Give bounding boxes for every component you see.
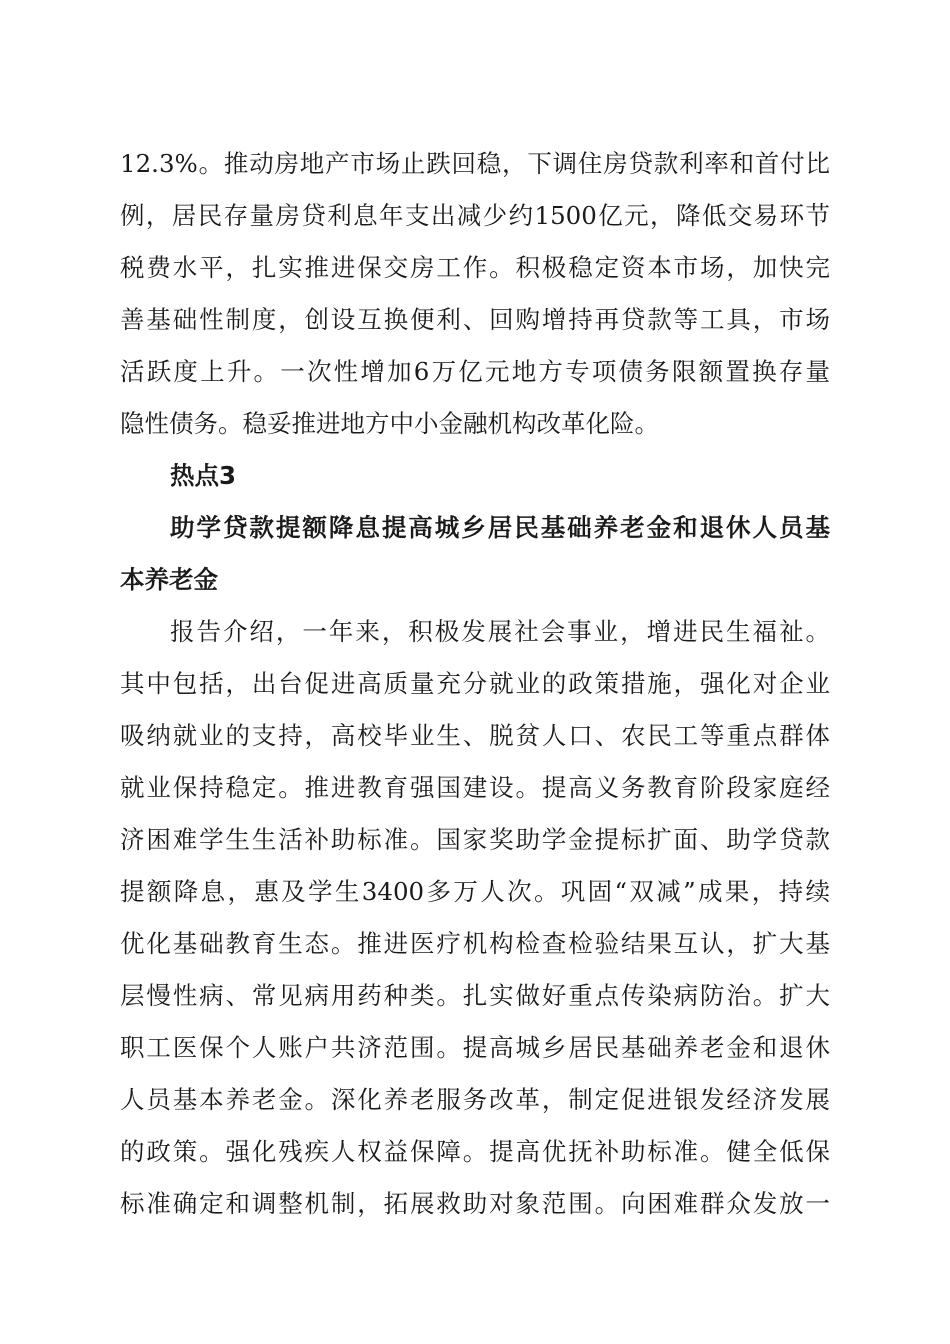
section-heading-line-1: 助学贷款提额降息提高城乡居民基础养老金和退休人员基 bbox=[170, 513, 830, 542]
paragraph-2-line-6: 提额降息，惠及学生3400多万人次。巩固“双减”成果，持续 bbox=[120, 877, 830, 906]
paragraph-2-line-7: 优化基础教育生态。推进医疗机构检查检验结果互认，扩大基 bbox=[120, 929, 830, 958]
paragraph-2-line-12: 标准确定和调整机制，拓展救助对象范围。向困难群众发放一 bbox=[120, 1189, 830, 1218]
paragraph-2-line-9: 职工医保个人账户共济范围。提高城乡居民基础养老金和退休 bbox=[120, 1033, 830, 1062]
paragraph-1-line-2: 例，居民存量房贷利息年支出减少约1500亿元，降低交易环节 bbox=[120, 201, 830, 230]
paragraph-2-line-11: 的政策。强化残疾人权益保障。提高优抚补助标准。健全低保 bbox=[120, 1137, 830, 1166]
paragraph-1-line-6: 隐性债务。稳妥推进地方中小金融机构改革化险。 bbox=[120, 409, 659, 438]
hotspot-label: 热点3 bbox=[170, 461, 237, 490]
paragraph-2-line-3: 吸纳就业的支持，高校毕业生、脱贫人口、农民工等重点群体 bbox=[120, 721, 830, 750]
section-heading-line-2: 本养老金 bbox=[120, 565, 218, 594]
paragraph-2-line-5: 济困难学生生活补助标准。国家奖助学金提标扩面、助学贷款 bbox=[120, 825, 830, 854]
paragraph-2-line-10: 人员基本养老金。深化养老服务改革，制定促进银发经济发展 bbox=[120, 1085, 830, 1114]
paragraph-1-line-4: 善基础性制度，创设互换便利、回购增持再贷款等工具，市场 bbox=[120, 305, 830, 334]
paragraph-2-line-2: 其中包括，出台促进高质量充分就业的政策措施，强化对企业 bbox=[120, 669, 830, 698]
paragraph-1-line-5: 活跃度上升。一次性增加6万亿元地方专项债务限额置换存量 bbox=[120, 357, 830, 386]
paragraph-2-line-4: 就业保持稳定。推进教育强国建设。提高义务教育阶段家庭经 bbox=[120, 773, 830, 802]
paragraph-2-line-8: 层慢性病、常见病用药种类。扎实做好重点传染病防治。扩大 bbox=[120, 981, 830, 1010]
paragraph-2-line-1: 报告介绍，一年来，积极发展社会事业，增进民生福祉。 bbox=[170, 617, 830, 646]
paragraph-1-line-3: 税费水平，扎实推进保交房工作。积极稳定资本市场，加快完 bbox=[120, 253, 830, 282]
paragraph-1-line-1: 12.3%。推动房地产市场止跌回稳，下调住房贷款利率和首付比 bbox=[120, 149, 830, 178]
